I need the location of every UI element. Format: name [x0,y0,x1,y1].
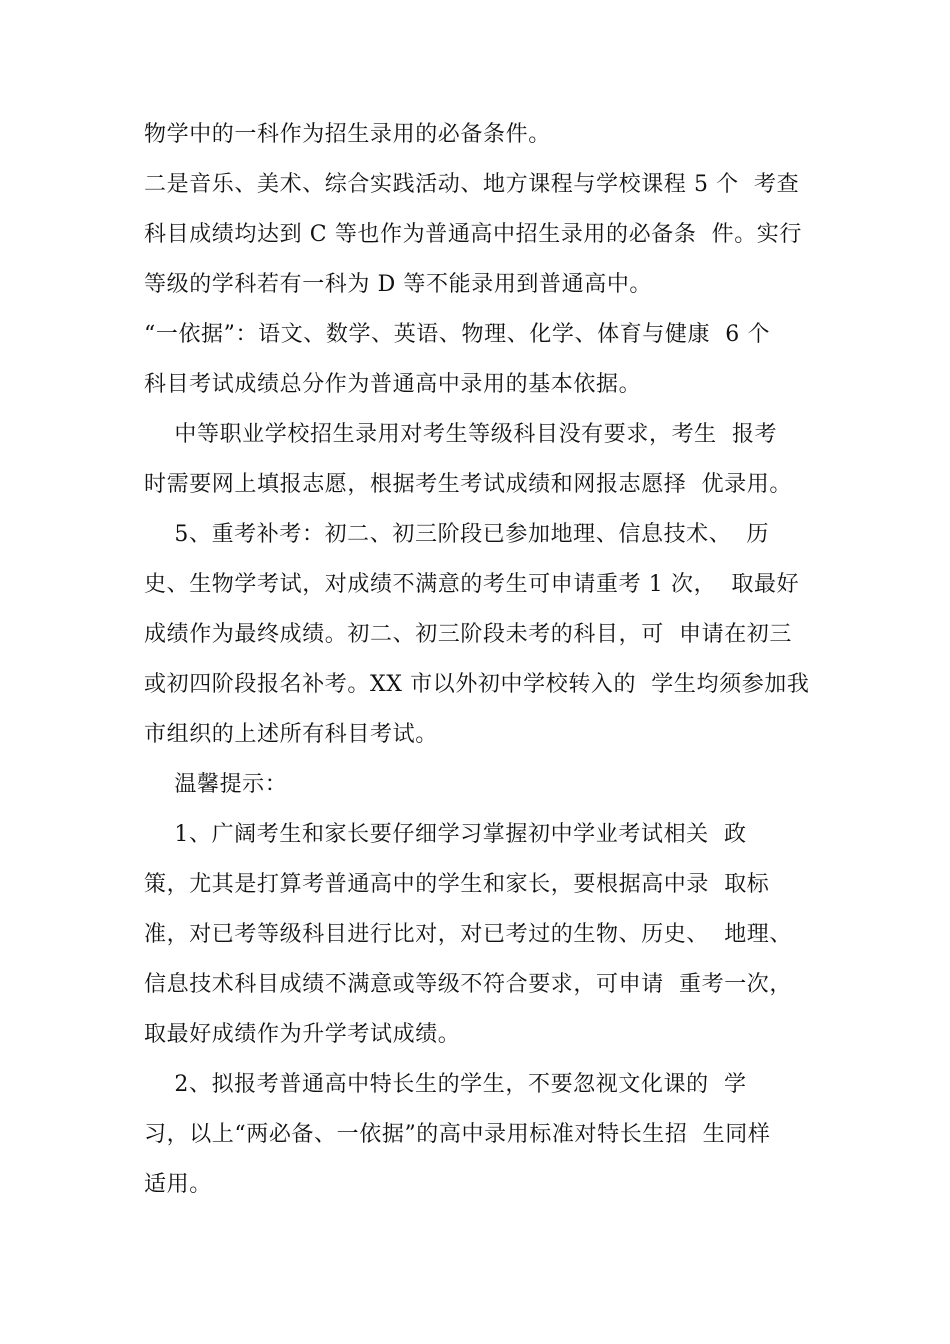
text-line: 科目成绩均达到 C 等也作为普通高中招生录用的必备条 件。实行 [144,222,803,247]
text-line: 市组织的上述所有科目考试。 [144,722,438,747]
text-line: 取最好成绩作为升学考试成绩。 [144,1022,461,1047]
paragraph-p6 [144,760,824,810]
text-line: 等级的学科若有一科为 D 等不能录用到普通高中。 [144,272,653,297]
text-line: 中等职业学校招生录用对考生等级科目没有要求，考生 报考 [144,422,778,447]
paragraph-p2 [144,160,824,310]
text-line: 时需要网上填报志愿，根据考生考试成绩和网报志愿择 优录用。 [144,472,792,497]
paragraph-p8 [144,1060,824,1210]
text-line: 或初四阶段报名补考。XX 市以外初中学校转入的 学生均须参加我 [144,672,810,697]
text-line: 二是音乐、美术、综合实践活动、地方课程与学校课程 5 个 考查 [144,172,800,197]
text-line: 温馨提示： [144,772,288,797]
text-line: 成绩作为最终成绩。初二、初三阶段未考的科目，可 申请在初三 [144,622,792,647]
text-line: 信息技术科目成绩不满意或等级不符合要求，可申请 重考一次， [144,972,792,997]
text-line: 适用。 [144,1172,212,1197]
text-line: 2、拟报考普通高中特长生的学生，不要忽视文化课的 学 [144,1072,747,1097]
text-line: 5、重考补考：初二、初三阶段已参加地理、信息技术、 历 [144,522,770,547]
text-line: 物学中的一科作为招生录用的必备条件。 [144,122,551,147]
document-body [144,110,824,1210]
paragraph-p5 [144,510,824,760]
paragraph-p4 [144,410,824,510]
paragraph-p7 [144,810,824,1060]
text-line: “一依据”：语文、数学、英语、物理、化学、体育与健康 6 个 [144,322,771,347]
text-line: 1、广阔考生和家长要仔细学习掌握初中学业考试相关 政 [144,822,747,847]
text-line: 策，尤其是打算考普通高中的学生和家长，要根据高中录 取标 [144,872,770,897]
paragraph-p1 [144,110,824,160]
text-line: 习，以上“两必备、一依据”的高中录用标准对特长生招 生同样 [144,1122,771,1147]
paragraph-p3 [144,310,824,410]
text-line: 科目考试成绩总分作为普通高中录用的基本依据。 [144,372,642,397]
text-line: 准，对已考等级科目进行比对，对已考过的生物、历史、 地理、 [144,922,792,947]
text-line: 史、生物学考试，对成绩不满意的考生可申请重考 1 次， 取最好 [144,572,800,597]
